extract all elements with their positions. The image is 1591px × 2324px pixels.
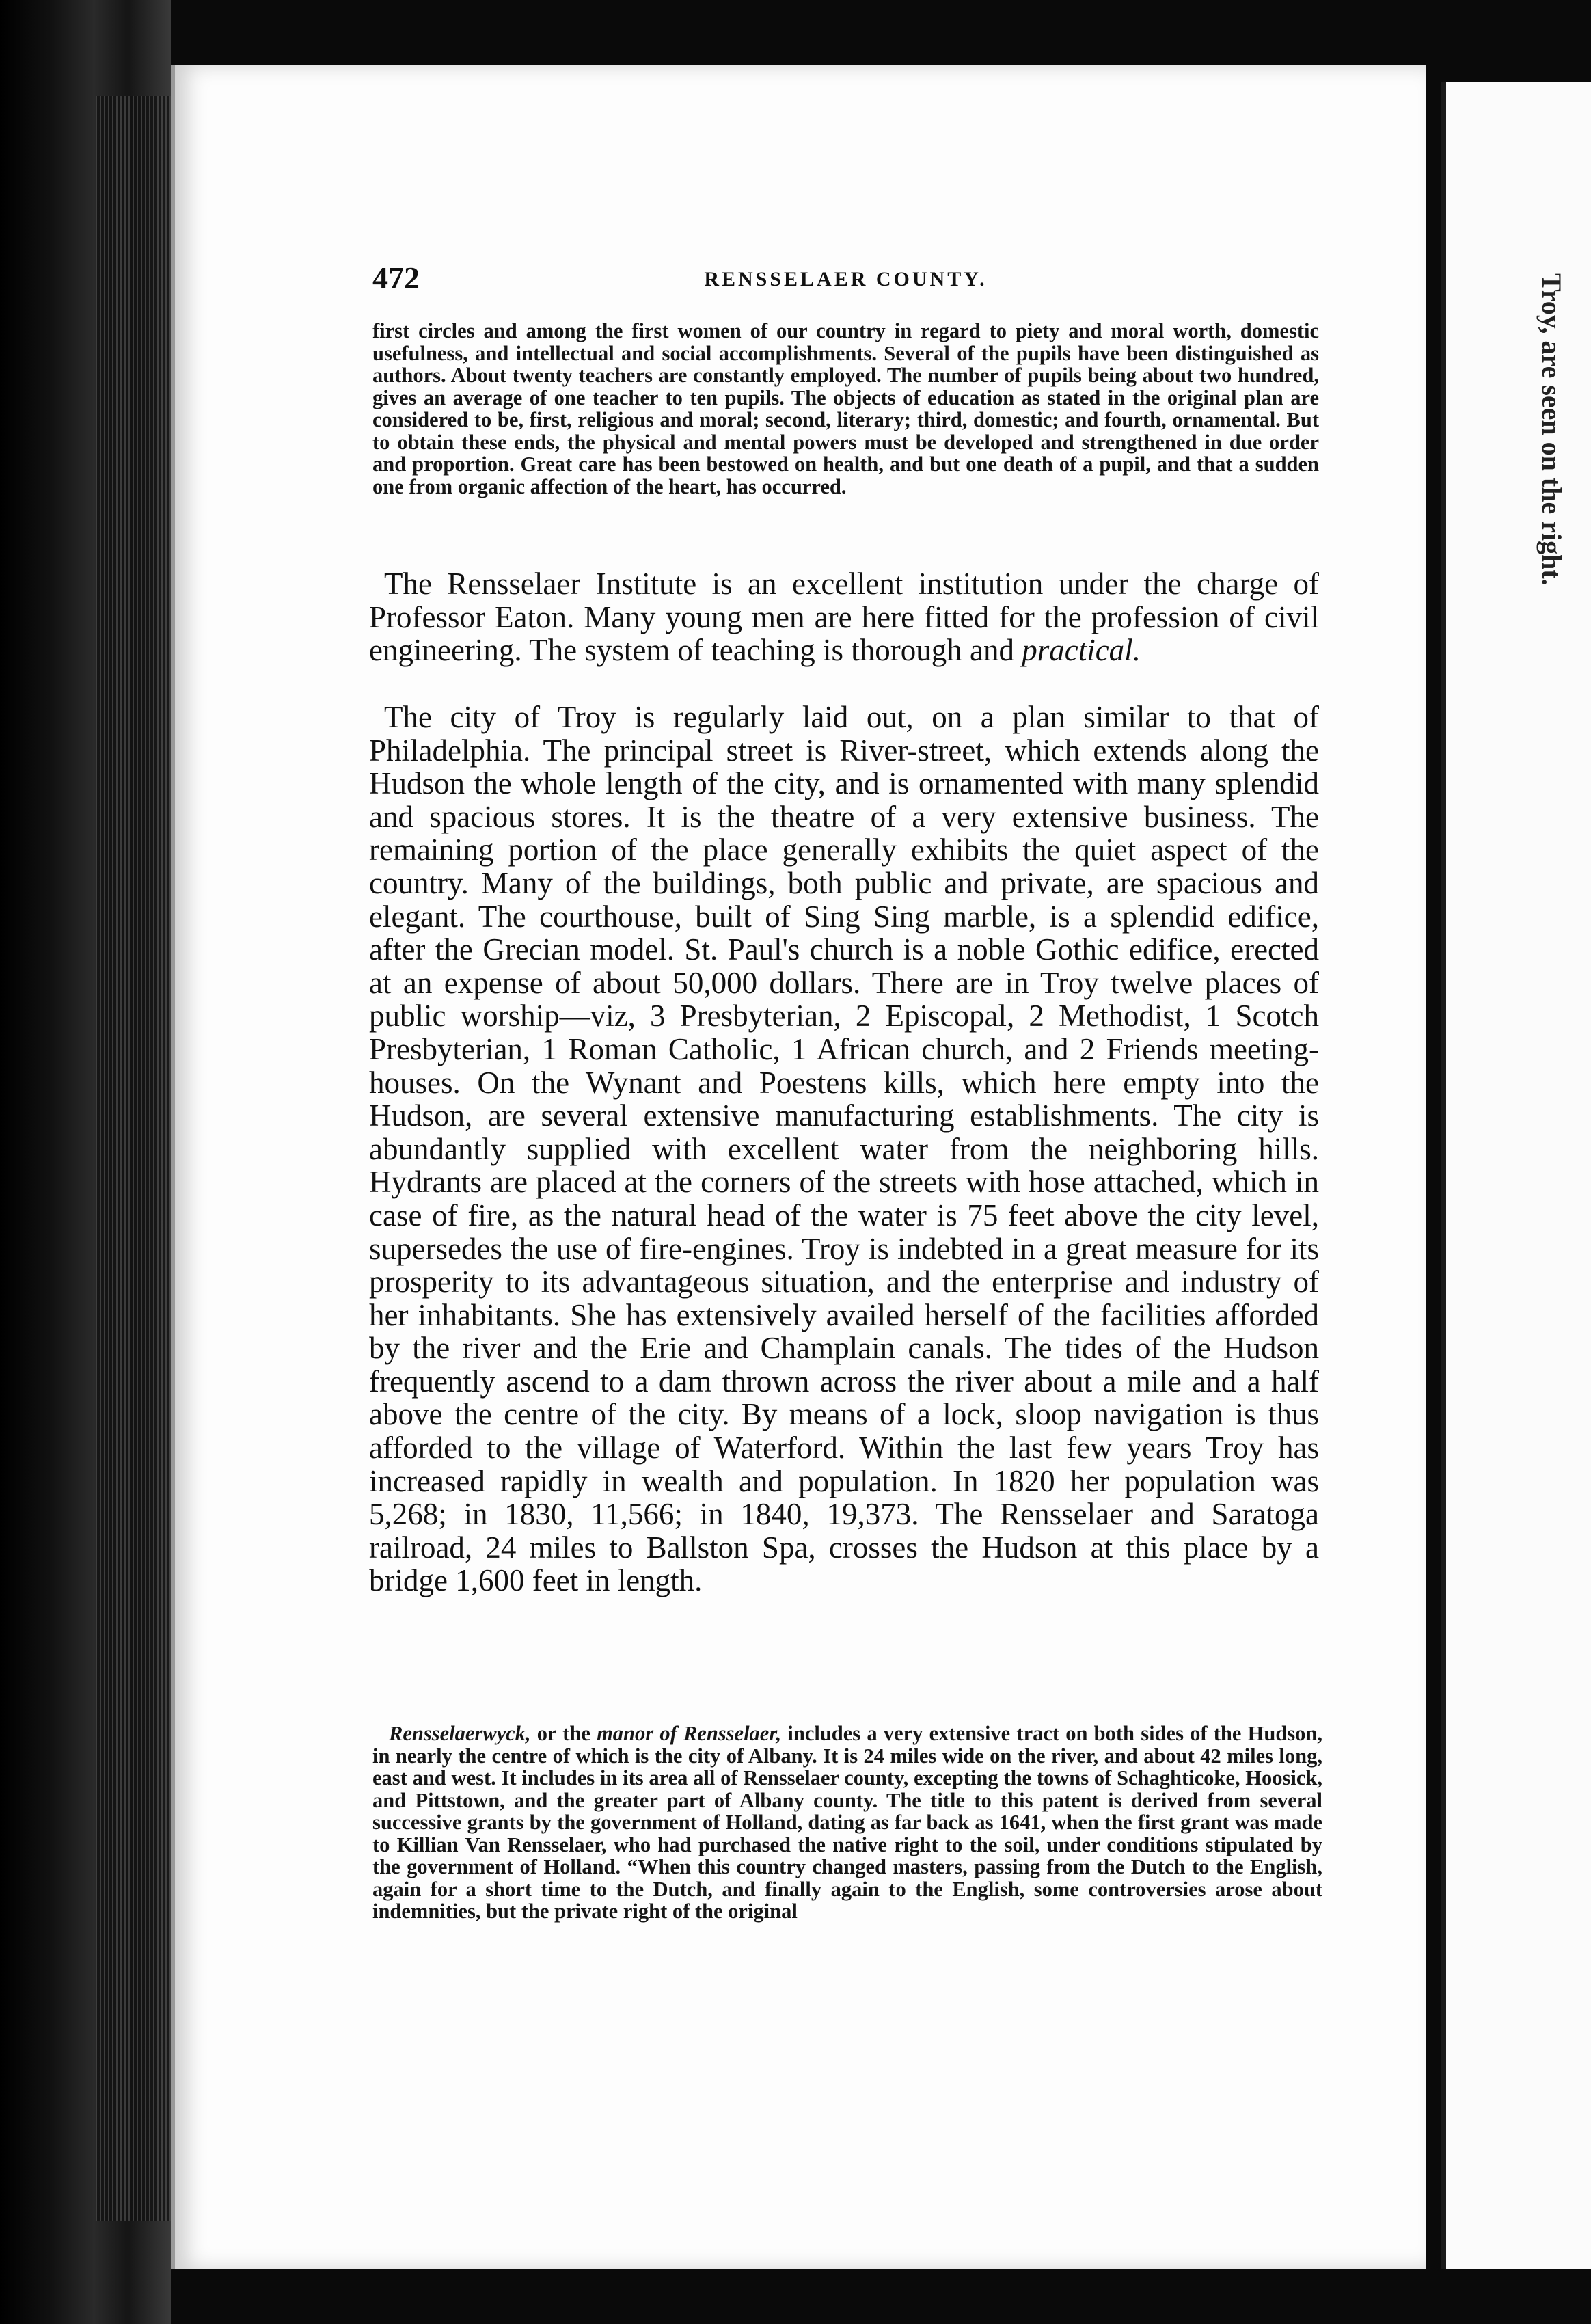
paragraph-rensselaerwyck bbox=[372, 1722, 1322, 1923]
facing-page-edge-text: Troy, are seen on the right. bbox=[1536, 273, 1567, 586]
paragraph-text: The Rensselaer Institute is an excellent institution under the charge of Professor Eaton. Many young men are here fitted for the profession of civil engineering. The system of teaching is thorough and bbox=[369, 567, 1319, 668]
italic-text: practical. bbox=[1022, 633, 1141, 668]
paragraph-text: or the bbox=[530, 1722, 597, 1745]
page-number: 472 bbox=[372, 260, 420, 295]
page-header bbox=[372, 260, 1319, 308]
paragraph-female-seminary-continued: first circles and among the first women of our country in regard to piety and moral worth, domestic usefulness, and intellectual and social accomplishments. Several of the pupils have been distinguished as authors. About twenty teachers are constantly employed. The number of pupils being about two hundred, gives an average of one teacher to ten pupils. The objects of education as stated in the original plan are considered to be, first, religious and moral; second, literary; third, domestic; and fourth, ornamental. But to obtain these ends, the physical and mental powers must be developed and strengthened in due order and proportion. Great care has been bestowed on health, and but one death of a pupil, and that a sudden one from organic affection of the heart, has occurred. bbox=[372, 319, 1319, 498]
facing-page bbox=[1441, 82, 1591, 2269]
paragraph-city-of-troy: The city of Troy is regularly laid out, on a plan similar to that of Philadelphia. The principal street is River-street, which extends along the Hudson the whole length of the city, and is ornamented with many splendid and spacious stores. It is the theatre of a very extensive business. The remaining portion of the place generally exhibits the quiet aspect of the country. Many of the buildings, both public and private, are spacious and elegant. The courthouse, built of Sing Sing marble, is a splendid edifice, after the Grecian model. St. Paul's church is a noble Gothic edifice, erected at an expense of about 50,000 dollars. There are in Troy twelve places of public worship—viz, 3 Presbyterian, 2 Episcopal, 2 Methodist, 1 Scotch Presbyterian, 1 Roman Catholic, 1 African church, and 2 Friends meeting-houses. On the Wynant and Poestens kills, which here empty into the Hudson, are several extensive manufacturing establishments. The city is abundantly supplied with excellent water from the neighboring hills. Hydrants are placed at the corners of the streets with hose attached, which in case of fire, as the natural head of the water is 75 feet above the city level, supersedes the use of fire-engines. Troy is indebted in a great measure for its prosperity to its advantageous situation, and the enterprise and industry of her inhabitants. She has extensively availed herself of the facilities afforded by the river and the Erie and Champlain canals. The tides of the Hudson frequently ascend to a dam thrown across the river about a mile and a half above the centre of the city. By means of a lock, sloop navigation is thus afforded to the village of Waterford. Within the last few years Troy has increased rapidly in wealth and population. In 1820 her population was 5,268; in 1830, 11,566; in 1840, 19,373. The Rensselaer and Saratoga railroad, 24 miles to Ballston Spa, crosses the Hudson at this place by a bridge 1,600 feet in length. bbox=[369, 700, 1319, 1598]
running-head: RENSSELAER COUNTY. bbox=[704, 268, 988, 290]
paragraph-text: includes a very extensive tract on both sides of the Hudson, in nearly the centre of which is the city of Albany. It is 24 miles wide on the river, and about 42 miles long, east and west. It includes in its area all of Rensselaer county, excepting the towns of Schaghticoke, Hoosick, and Pittstown, and the greater part of Albany county. The title to this patent is derived from several successive grants by the government of Holland, dating as far back as 1641, when the first grant was made to Killian Van Rensselaer, who had purchased the native right to the soil, under conditions stipulated by the government of Holland. “When this country changed masters, passing from the Dutch to the English, again for a short time to the Dutch, and finally again to the English, some controversies arose about indemnities, but the private right of the original bbox=[372, 1722, 1322, 1923]
page-edges bbox=[96, 96, 171, 2221]
italic-term: Rensselaerwyck, bbox=[389, 1722, 531, 1745]
paragraph-rensselaer-institute bbox=[369, 567, 1319, 667]
italic-term: manor of Rensselaer, bbox=[597, 1722, 782, 1745]
